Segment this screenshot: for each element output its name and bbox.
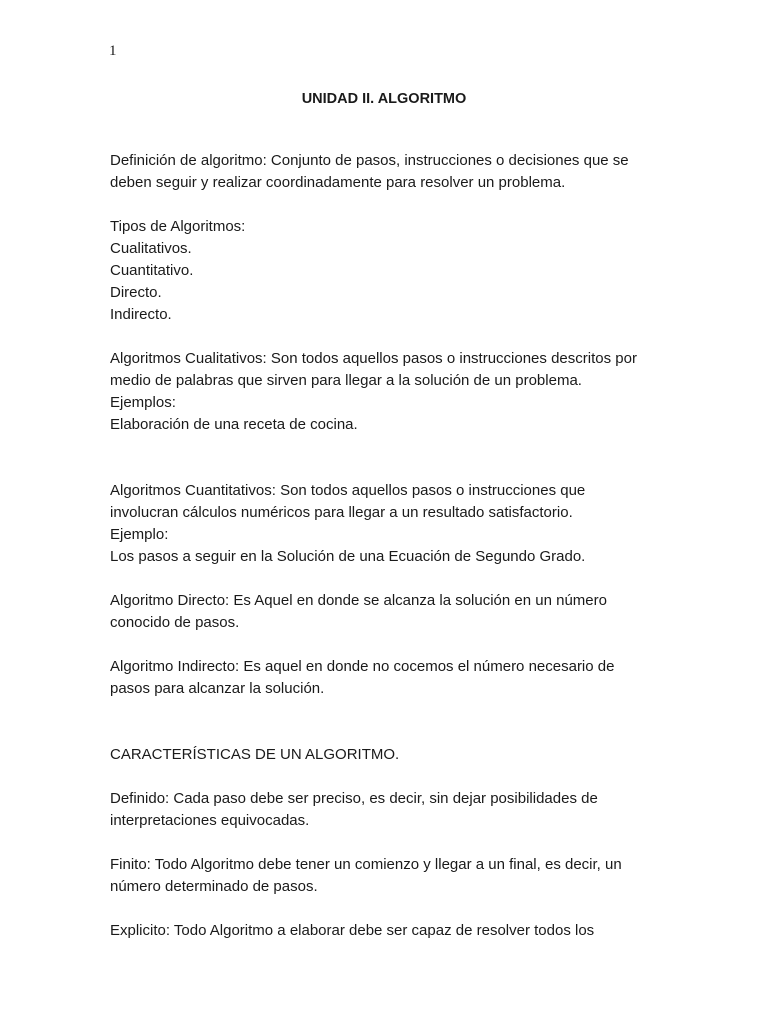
text-line: Ejemplo: <box>110 526 169 543</box>
text-line: Elaboración de una receta de cocina. <box>110 416 358 433</box>
list-item: Directo. <box>110 284 162 301</box>
types-list <box>110 216 670 326</box>
text-line: interpretaciones equivocadas. <box>110 812 310 829</box>
types-heading: Tipos de Algoritmos: <box>110 218 246 235</box>
quantitative-paragraph <box>110 480 670 568</box>
text-line: Algoritmo Indirecto: Es aquel en donde no cocemos el número necesario de <box>110 658 615 675</box>
defined-paragraph <box>110 788 670 832</box>
text-line: Ejemplos: <box>110 394 176 411</box>
text-line: involucran cálculos numéricos para llegar a un resultado satisfactorio. <box>110 504 573 521</box>
list-item: Indirecto. <box>110 306 172 323</box>
text-line: Definido: Cada paso debe ser preciso, es decir, sin dejar posibilidades de <box>110 790 598 807</box>
finite-paragraph <box>110 854 670 898</box>
text-line: Algoritmos Cualitativos: Son todos aquellos pasos o instrucciones descritos por <box>110 350 637 367</box>
text-line: Los pasos a seguir en la Solución de una Ecuación de Segundo Grado. <box>110 548 586 565</box>
definition-paragraph <box>110 150 670 194</box>
text-line: Explicito: Todo Algoritmo a elaborar debe ser capaz de resolver todos los <box>110 922 595 939</box>
document-body <box>110 150 670 942</box>
text-line: pasos para alcanzar la solución. <box>110 680 325 697</box>
section-heading: CARACTERÍSTICAS DE UN ALGORITMO. <box>110 746 400 763</box>
text-line: medio de palabras que sirven para llegar a la solución de un problema. <box>110 372 582 389</box>
list-item: Cualitativos. <box>110 240 192 257</box>
page-number: 1 <box>109 43 117 59</box>
direct-paragraph <box>110 590 670 634</box>
text-line: Definición de algoritmo: Conjunto de pasos, instrucciones o decisiones que se <box>110 152 629 169</box>
indirect-paragraph <box>110 656 670 700</box>
explicit-paragraph <box>110 920 670 942</box>
page-title: UNIDAD II. ALGORITMO <box>301 91 467 107</box>
text-line: Algoritmo Directo: Es Aquel en donde se alcanza la solución en un número <box>110 592 607 609</box>
characteristics-heading <box>110 744 670 766</box>
qualitative-paragraph <box>110 348 670 436</box>
text-line: Finito: Todo Algoritmo debe tener un comienzo y llegar a un final, es decir, un <box>110 856 622 873</box>
text-line: deben seguir y realizar coordinadamente para resolver un problema. <box>110 174 566 191</box>
text-line: conocido de pasos. <box>110 614 240 631</box>
text-line: número determinado de pasos. <box>110 878 318 895</box>
list-item: Cuantitativo. <box>110 262 194 279</box>
text-line: Algoritmos Cuantitativos: Son todos aquellos pasos o instrucciones que <box>110 482 586 499</box>
